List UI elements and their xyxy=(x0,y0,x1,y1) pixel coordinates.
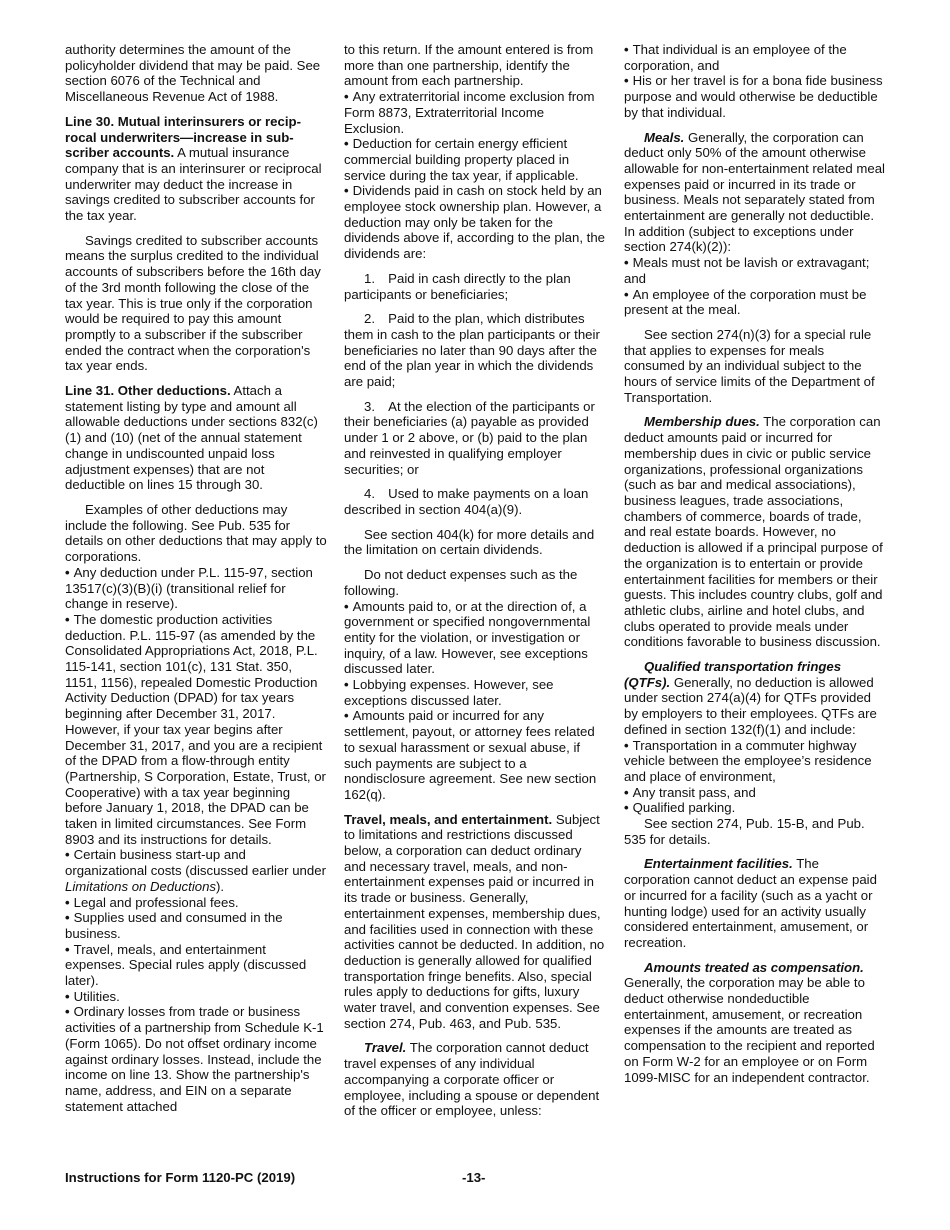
bullet-icon: • xyxy=(344,89,349,105)
entertainment-facilities-heading: Entertainment facilities. xyxy=(644,856,793,872)
bullet-item: • Any extraterritorial income exclusion from Form 8873, Extraterritorial Income Exclusion. xyxy=(344,89,595,136)
numbered-item: 4. Used to make payments on a loan described in section 404(a)(9). xyxy=(344,486,589,517)
paragraph-savings-credited: Savings credited to subscriber accounts means the surplus credited to the individual accounts of subscribers before the 16th day of the 3rd month following the close of the tax year. This is true only if the corporation would be required to pay this amount promptly to a subscriber if the subscriber ended the contract when the corporation's tax year ends. xyxy=(65,232,321,374)
bullet-icon: • xyxy=(65,1004,70,1020)
paragraph-see-404k: See section 404(k) for more details and the limitation on certain dividends. xyxy=(344,526,595,558)
paragraph: authority determines the amount of the policyholder dividend that may be paid. See section 6076 of the Technical and Miscellaneous Revenue Act of 1988. xyxy=(65,42,321,105)
line-31-body: Attach a statement listing by type and amount all allowable deductions under sections 832(c)(1) and (10) (net of the annual statement change in undiscounted unpaid loss adjustment expenses) that are not deductible on lines 15 through 30. xyxy=(65,383,318,493)
bullet-item: • Meals must not be lavish or extravagant; and xyxy=(624,255,870,286)
bullet-icon: • xyxy=(624,73,629,89)
bullet-item: • Amounts paid or incurred for any settlement, payout, or attorney fees related to sexual harassment or sexual abuse, if such payments are subject to a nondisclosure agreement. See new section 162(q). xyxy=(344,708,597,802)
bullet-icon: • xyxy=(65,910,70,926)
column-1 xyxy=(65,42,327,1114)
bullet-item: • Any transit pass, and xyxy=(624,784,756,800)
paragraph-examples: Examples of other deductions may include the following. See Pub. 535 for details on other deductions that may apply to corporations. xyxy=(65,501,327,565)
bullet-icon: • xyxy=(65,847,70,863)
bullet-item: • An employee of the corporation must be present at the meal. xyxy=(624,286,867,318)
numbered-item: 3. At the election of the participants or their beneficiaries (a) payable as provided under 1 or 2 above, or (b) paid to the plan and reinvested in qualifying employer securities; or xyxy=(344,398,595,477)
bullet-item: • That individual is an employee of the corporation, and xyxy=(624,42,847,73)
page-number: -13- xyxy=(462,1170,486,1185)
bullet-icon: • xyxy=(344,598,349,614)
line-30-section xyxy=(65,114,327,224)
compensation-section: Amounts treated as compensation. Generally, the corporation may be able to deduct otherwise nondeductible entertainment, amusement, or recreation expenses if the amounts are treated as compensation to the recipient and reported on Form W-2 for an employee or on Form 1099-MISC for an independent contractor. xyxy=(624,959,875,1085)
bullet-item: • Travel, meals, and entertainment expenses. Special rules apply (discussed later). xyxy=(65,941,307,989)
paragraph-meals-274n3: See section 274(n)(3) for a special rule that applies to expenses for meals consumed by an individual subject to the hours of service limits of the Department of Transportation. xyxy=(624,326,875,405)
bullet-icon: • xyxy=(65,894,70,910)
bullet-icon: • xyxy=(344,677,349,693)
bullet-item: • Dividends paid in cash on stock held by an employee stock ownership plan. However, a deduction may only be taken for the dividends above if, according to the plan, the dividends are: xyxy=(344,183,605,262)
bullet-item: • Deduction for certain energy efficient commercial building property placed in service during the tax year, if applicable. xyxy=(344,136,579,183)
meals-heading: Meals. xyxy=(644,129,685,145)
bullet-item: • Supplies used and consumed in the business. xyxy=(65,910,283,941)
column-3 xyxy=(624,42,886,1085)
line-31-heading: Line 31. Other deductions. xyxy=(65,383,231,399)
paragraph-qtf-details: See section 274, Pub. 15-B, and Pub. 535 for details. xyxy=(624,816,865,847)
line-31-section xyxy=(65,383,327,493)
footer-form-title: Instructions for Form 1120-PC (2019) xyxy=(65,1170,296,1185)
paragraph-do-not-deduct: Do not deduct expenses such as the following. xyxy=(344,567,578,598)
qtf-heading: Qualified transportation fringes (QTFs). xyxy=(624,659,842,690)
meals-section: Meals. Generally, the corporation can deduct only 50% of the amount otherwise allowable for non-entertainment related meal expenses paid or incurred in its trade or business. Meals not separately stated from entertainment are generally not deductible. In addition (subject to exceptions under section 274(k)(2)): xyxy=(624,129,885,255)
paragraph: to this return. If the amount entered is from more than one partnership, identify the amount from each partnership. xyxy=(344,42,594,89)
numbered-item: 1. Paid in cash directly to the plan participants or beneficiaries; xyxy=(344,270,571,302)
qtf-section: Qualified transportation fringes (QTFs). Generally, no deduction is allowed under section 274(a)(4) for QTFs provided by employers to their employees. QTFs are defined in section 132(f)(1) and include: xyxy=(624,659,877,737)
bullet-icon: • xyxy=(65,611,70,627)
membership-dues-section: Membership dues. The corporation can deduct amounts paid or incurred for membership dues in civic or public service organizations, professional organizations (such as bar and medical associations), business leagues, trade associations, chambers of commerce, boards of trade, and real estate boards. However, no deduction is allowed if a principal purpose of the organization is to entertain or provide entertainment facilities for members or their guests. This includes country clubs, golf and athletic clubs, airline and hotel clubs, and clubs operated to provide meals under conditions favorable to business discussion. xyxy=(624,414,883,650)
cross-reference: Limitations on Deductions xyxy=(65,878,217,894)
compensation-heading: Amounts treated as compensation. xyxy=(644,959,864,975)
column-2 xyxy=(344,42,606,1119)
bullet-icon: • xyxy=(344,183,349,199)
bullet-item: • Qualified parking. xyxy=(624,800,736,816)
bullet-icon: • xyxy=(624,42,629,57)
entertainment-facilities-section: Entertainment facilities. The corporation cannot deduct an expense paid or incurred for a facility (such as a yacht or hunting lodge) used for an activity usually considered entertainment, amusement, or recreation. xyxy=(624,856,877,950)
membership-dues-heading: Membership dues. xyxy=(644,414,760,430)
line-30-body: A mutual insurance company that is an interinsurer or reciprocal underwriter may deduct the increase in savings credited to subscriber accounts for the tax year. xyxy=(65,145,322,224)
bullet-icon: • xyxy=(624,255,629,271)
travel-meals-entertainment-heading: Travel, meals, and entertainment. xyxy=(344,811,553,827)
bullet-icon: • xyxy=(624,286,629,302)
bullet-item: • Transportation in a commuter highway vehicle between the employee’s residence and place of environment, xyxy=(624,737,872,784)
bullet-item: • Lobbying expenses. However, see exceptions discussed later. xyxy=(344,677,554,708)
bullet-item: • The domestic production activities deduction. P.L. 115-97 (as amended by the Consolidated Appropriations Act, 2018, P.L. 115-141, section 101(c), 131 Stat. 350, 1151, 1156), repealed Domestic Production Activity Deduction (DPAD) for tax years beginning after December 31, 2017. However, if your tax year begins after December 31, 2017, and you are a recipient of the DPAD from a flow-through entity (Partnership, S Corporation, Estate, Trust, or Cooperative) with a tax year beginning before January 1, 2018, the DPAD can be taken in limited circumstances. See Form 8903 and its instructions for details. xyxy=(65,611,326,847)
travel-section: Travel. The corporation cannot deduct travel expenses of any individual accompanying a corporate officer or employee, including a spouse or dependent of the officer or employee, unless: xyxy=(344,1040,600,1119)
bullet-icon: • xyxy=(624,784,629,800)
bullet-icon: • xyxy=(65,941,70,957)
bullet-item: • Any deduction under P.L. 115-97, section 13517(c)(3)(B)(i) (transitional relief for change in reserve). xyxy=(65,564,313,612)
bullet-icon: • xyxy=(65,988,70,1004)
travel-meals-entertainment-section: Travel, meals, and entertainment. Subject to limitations and restrictions discussed below, a corporation can deduct ordinary and necessary travel, meals, and non-entertainment expenses paid or incurred in its trade or business. Generally, entertainment expenses, membership dues, and facilities used in connection with these activities cannot be deducted. In addition, no deduction is generally allowed for qualified transportation fringe benefits. Also, special rules apply to deductions for gifts, luxury water travel, and convention expenses. See section 274, Pub. 463, and Pub. 535. xyxy=(344,811,605,1031)
bullet-item: • Certain business start-up and organizational costs (discussed earlier under Limitations on Deductions). xyxy=(65,847,326,894)
line-30-heading: Line 30. Mutual interinsurers or reciprocal underwriters—increase in subscriber accounts. xyxy=(65,113,301,161)
travel-heading: Travel. xyxy=(364,1040,407,1056)
bullet-item: • His or her travel is for a bona fide business purpose and would otherwise be deductible by that individual. xyxy=(624,73,883,120)
bullet-icon: • xyxy=(624,737,629,753)
bullet-icon: • xyxy=(65,564,70,580)
bullet-icon: • xyxy=(344,136,349,152)
bullet-item: • Legal and professional fees. xyxy=(65,894,239,910)
bullet-item: • Amounts paid to, or at the direction of, a government or specified nongovernmental entity for the violation, or investigation or inquiry, of a law. However, see exceptions discussed later. xyxy=(344,598,591,677)
bullet-icon: • xyxy=(624,800,629,816)
bullet-item: • Utilities. xyxy=(65,988,120,1004)
bullet-icon: • xyxy=(344,708,349,724)
bullet-item: • Ordinary losses from trade or business activities of a partnership from Schedule K-1 (Form 1065). Do not offset ordinary income against ordinary losses. Instead, include the income on line 13. Show the partnership's name, address, and EIN on a separate statement attached xyxy=(65,1004,324,1114)
numbered-item: 2. Paid to the plan, which distributes them in cash to the plan participants or their beneficiaries no later than 90 days after the end of the plan year in which the dividends are paid; xyxy=(344,311,600,390)
